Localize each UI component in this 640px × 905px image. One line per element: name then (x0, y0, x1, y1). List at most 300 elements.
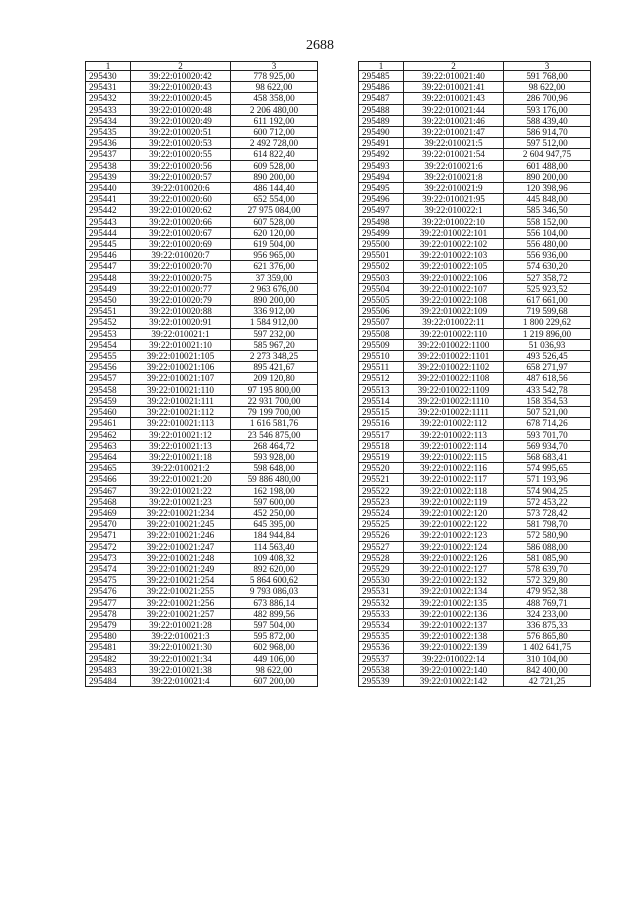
cadastral-value-cell: 581 085,90 (504, 552, 591, 563)
table-row (86, 619, 318, 630)
table-row (86, 575, 318, 586)
cadastral-value-cell: 268 464,72 (231, 440, 318, 451)
table-row (86, 474, 318, 485)
row-number-cell: 295459 (86, 395, 131, 406)
row-number-cell: 295518 (359, 440, 404, 451)
row-number-cell: 295530 (359, 575, 404, 586)
cadastral-number-cell: 39:22:010021:10 (131, 339, 231, 350)
cadastral-number-cell: 39:22:010022:103 (404, 250, 504, 261)
row-number-cell: 295511 (359, 362, 404, 373)
cadastral-number-cell: 39:22:010021:111 (131, 395, 231, 406)
page-number: 2688 (306, 38, 334, 53)
cadastral-number-cell: 39:22:010020:91 (131, 317, 231, 328)
cadastral-number-cell: 39:22:010020:51 (131, 127, 231, 138)
row-number-cell: 295449 (86, 283, 131, 294)
table-row (86, 597, 318, 608)
table-row (86, 283, 318, 294)
row-number-cell: 295528 (359, 552, 404, 563)
row-number-cell: 295531 (359, 586, 404, 597)
row-number-cell: 295523 (359, 496, 404, 507)
table-row (86, 71, 318, 82)
row-number-cell: 295472 (86, 541, 131, 552)
table-row (359, 608, 591, 619)
table-row (86, 317, 318, 328)
cadastral-value-cell: 97 195 800,00 (231, 384, 318, 395)
cadastral-value-cell: 597 512,00 (504, 138, 591, 149)
cadastral-number-cell: 39:22:010021:245 (131, 519, 231, 530)
cadastral-number-cell: 39:22:010020:88 (131, 306, 231, 317)
cadastral-number-cell: 39:22:010020:69 (131, 239, 231, 250)
row-number-cell: 295442 (86, 205, 131, 216)
cadastral-value-cell: 158 354,53 (504, 395, 591, 406)
cadastral-number-cell: 39:22:010021:40 (404, 71, 504, 82)
row-number-cell: 295436 (86, 138, 131, 149)
cadastral-number-cell: 39:22:010022:139 (404, 642, 504, 653)
cadastral-value-cell: 487 618,56 (504, 373, 591, 384)
row-number-cell: 295504 (359, 283, 404, 294)
cadastral-value-cell: 336 912,00 (231, 306, 318, 317)
cadastral-value-cell: 556 936,00 (504, 250, 591, 261)
row-number-cell: 295471 (86, 530, 131, 541)
table-row (359, 227, 591, 238)
table-row (359, 530, 591, 541)
table-header (359, 62, 591, 71)
table-row (359, 541, 591, 552)
cadastral-number-cell: 39:22:010021:2 (131, 463, 231, 474)
row-number-cell: 295483 (86, 664, 131, 675)
row-number-cell: 295475 (86, 575, 131, 586)
table-row (359, 283, 591, 294)
cadastral-value-cell: 569 934,70 (504, 440, 591, 451)
cadastral-value-cell: 525 923,52 (504, 283, 591, 294)
table-row (86, 485, 318, 496)
row-number-cell: 295507 (359, 317, 404, 328)
cadastral-number-cell: 39:22:010021:113 (131, 418, 231, 429)
cadastral-number-cell: 39:22:010020:60 (131, 194, 231, 205)
row-number-cell: 295461 (86, 418, 131, 429)
cadastral-value-cell: 890 200,00 (504, 171, 591, 182)
table-row (86, 295, 318, 306)
row-number-cell: 295500 (359, 239, 404, 250)
cadastral-number-cell: 39:22:010021:3 (131, 631, 231, 642)
row-number-cell: 295485 (359, 71, 404, 82)
row-number-cell: 295454 (86, 339, 131, 350)
row-number-cell: 295458 (86, 384, 131, 395)
cadastral-number-cell: 39:22:010021:18 (131, 451, 231, 462)
table-row (86, 115, 318, 126)
table-row (359, 664, 591, 675)
cadastral-number-cell: 39:22:010020:45 (131, 93, 231, 104)
row-number-cell: 295470 (86, 519, 131, 530)
cadastral-number-cell: 39:22:010021:256 (131, 597, 231, 608)
cadastral-value-cell: 556 104,00 (504, 227, 591, 238)
cadastral-number-cell: 39:22:010020:75 (131, 272, 231, 283)
table-row (359, 104, 591, 115)
cadastral-value-cell: 98 622,00 (504, 82, 591, 93)
cadastral-value-cell: 488 769,71 (504, 597, 591, 608)
cadastral-value-cell: 573 728,42 (504, 507, 591, 518)
row-number-cell: 295496 (359, 194, 404, 205)
cadastral-value-cell: 458 358,00 (231, 93, 318, 104)
cadastral-number-cell: 39:22:010020:7 (131, 250, 231, 261)
cadastral-number-cell: 39:22:010020:62 (131, 205, 231, 216)
table-row (359, 597, 591, 608)
cadastral-value-cell: 2 273 348,25 (231, 351, 318, 362)
cadastral-value-cell: 51 036,93 (504, 339, 591, 350)
table-row (359, 250, 591, 261)
table-row (359, 395, 591, 406)
cadastral-number-cell: 39:22:010022:120 (404, 507, 504, 518)
cadastral-value-cell: 678 714,26 (504, 418, 591, 429)
table-row (86, 328, 318, 339)
column-header-2: 2 (404, 62, 504, 71)
table-row (86, 519, 318, 530)
cadastral-number-cell: 39:22:010022:108 (404, 295, 504, 306)
cadastral-value-cell: 842 400,00 (504, 664, 591, 675)
table-row (86, 127, 318, 138)
row-number-cell: 295502 (359, 261, 404, 272)
row-number-cell: 295486 (359, 82, 404, 93)
table-row (86, 653, 318, 664)
cadastral-number-cell: 39:22:010022:113 (404, 429, 504, 440)
row-number-cell: 295515 (359, 407, 404, 418)
cadastral-value-cell: 611 192,00 (231, 115, 318, 126)
cadastral-value-cell: 452 250,00 (231, 507, 318, 518)
cadastral-value-cell: 2 963 676,00 (231, 283, 318, 294)
table-row (359, 306, 591, 317)
cadastral-value-cell: 1 584 912,00 (231, 317, 318, 328)
register-table-left (85, 61, 318, 687)
row-number-cell: 295508 (359, 328, 404, 339)
cadastral-value-cell: 598 648,00 (231, 463, 318, 474)
cadastral-number-cell: 39:22:010022:132 (404, 575, 504, 586)
cadastral-number-cell: 39:22:010021:20 (131, 474, 231, 485)
cadastral-number-cell: 39:22:010022:118 (404, 485, 504, 496)
row-number-cell: 295467 (86, 485, 131, 496)
table-row (359, 295, 591, 306)
row-number-cell: 295497 (359, 205, 404, 216)
cadastral-value-cell: 586 914,70 (504, 127, 591, 138)
row-number-cell: 295430 (86, 71, 131, 82)
row-number-cell: 295446 (86, 250, 131, 261)
table-row (359, 519, 591, 530)
table-row (86, 149, 318, 160)
cadastral-number-cell: 39:22:010022:136 (404, 608, 504, 619)
cadastral-number-cell: 39:22:010020:53 (131, 138, 231, 149)
table-row (86, 194, 318, 205)
column-header-3: 3 (504, 62, 591, 71)
row-number-cell: 295484 (86, 675, 131, 686)
row-number-cell: 295513 (359, 384, 404, 395)
table-header (86, 62, 318, 71)
cadastral-value-cell: 324 233,00 (504, 608, 591, 619)
row-number-cell: 295524 (359, 507, 404, 518)
table-row (86, 171, 318, 182)
cadastral-value-cell: 607 528,00 (231, 216, 318, 227)
table-row (359, 485, 591, 496)
cadastral-number-cell: 39:22:010020:67 (131, 227, 231, 238)
cadastral-number-cell: 39:22:010022:140 (404, 664, 504, 675)
table-row (359, 328, 591, 339)
row-number-cell: 295537 (359, 653, 404, 664)
cadastral-value-cell: 673 886,14 (231, 597, 318, 608)
cadastral-number-cell: 39:22:010021:46 (404, 115, 504, 126)
cadastral-number-cell: 39:22:010021:249 (131, 563, 231, 574)
cadastral-number-cell: 39:22:010022:107 (404, 283, 504, 294)
cadastral-number-cell: 39:22:010020:6 (131, 183, 231, 194)
table-row (86, 407, 318, 418)
table-row (86, 261, 318, 272)
cadastral-value-cell: 593 176,00 (504, 104, 591, 115)
cadastral-value-cell: 572 580,90 (504, 530, 591, 541)
table-row (86, 608, 318, 619)
cadastral-value-cell: 1 219 896,00 (504, 328, 591, 339)
row-number-cell: 295462 (86, 429, 131, 440)
cadastral-number-cell: 39:22:010021:23 (131, 496, 231, 507)
row-number-cell: 295519 (359, 451, 404, 462)
table-row (86, 93, 318, 104)
row-number-cell: 295535 (359, 631, 404, 642)
row-number-cell: 295529 (359, 563, 404, 574)
table-row (86, 642, 318, 653)
cadastral-value-cell: 209 120,80 (231, 373, 318, 384)
cadastral-number-cell: 39:22:010020:43 (131, 82, 231, 93)
row-number-cell: 295456 (86, 362, 131, 373)
row-number-cell: 295482 (86, 653, 131, 664)
row-number-cell: 295534 (359, 619, 404, 630)
cadastral-number-cell: 39:22:010022:122 (404, 519, 504, 530)
row-number-cell: 295538 (359, 664, 404, 675)
cadastral-number-cell: 39:22:010022:1 (404, 205, 504, 216)
cadastral-value-cell: 658 271,97 (504, 362, 591, 373)
cadastral-value-cell: 479 952,38 (504, 586, 591, 597)
table-row (359, 407, 591, 418)
cadastral-number-cell: 39:22:010022:10 (404, 216, 504, 227)
cadastral-number-cell: 39:22:010022:119 (404, 496, 504, 507)
cadastral-value-cell: 652 554,00 (231, 194, 318, 205)
cadastral-number-cell: 39:22:010022:102 (404, 239, 504, 250)
cadastral-value-cell: 593 928,00 (231, 451, 318, 462)
table-row (86, 216, 318, 227)
table-row (359, 93, 591, 104)
cadastral-number-cell: 39:22:010020:77 (131, 283, 231, 294)
row-number-cell: 295520 (359, 463, 404, 474)
row-number-cell: 295512 (359, 373, 404, 384)
cadastral-value-cell: 2 604 947,75 (504, 149, 591, 160)
row-number-cell: 295447 (86, 261, 131, 272)
row-number-cell: 295473 (86, 552, 131, 563)
cadastral-value-cell: 493 526,45 (504, 351, 591, 362)
table-row (86, 664, 318, 675)
cadastral-number-cell: 39:22:010022:101 (404, 227, 504, 238)
table-row (359, 563, 591, 574)
row-number-cell: 295463 (86, 440, 131, 451)
table-row (359, 171, 591, 182)
cadastral-value-cell: 607 200,00 (231, 675, 318, 686)
table-row (359, 149, 591, 160)
row-number-cell: 295474 (86, 563, 131, 574)
cadastral-number-cell: 39:22:010021:255 (131, 586, 231, 597)
row-number-cell: 295434 (86, 115, 131, 126)
table-row (86, 586, 318, 597)
row-number-cell: 295469 (86, 507, 131, 518)
cadastral-number-cell: 39:22:010022:137 (404, 619, 504, 630)
cadastral-number-cell: 39:22:010021:8 (404, 171, 504, 182)
cadastral-value-cell: 591 768,00 (504, 71, 591, 82)
table-row (359, 183, 591, 194)
cadastral-value-cell: 1 402 641,75 (504, 642, 591, 653)
cadastral-number-cell: 39:22:010022:1102 (404, 362, 504, 373)
table-row (86, 82, 318, 93)
row-number-cell: 295487 (359, 93, 404, 104)
cadastral-value-cell: 5 864 600,62 (231, 575, 318, 586)
cadastral-value-cell: 578 639,70 (504, 563, 591, 574)
cadastral-value-cell: 449 106,00 (231, 653, 318, 664)
cadastral-value-cell: 602 968,00 (231, 642, 318, 653)
cadastral-number-cell: 39:22:010022:106 (404, 272, 504, 283)
table-row (86, 631, 318, 642)
row-number-cell: 295433 (86, 104, 131, 115)
table-row (359, 317, 591, 328)
cadastral-number-cell: 39:22:010022:117 (404, 474, 504, 485)
row-number-cell: 295453 (86, 328, 131, 339)
row-number-cell: 295431 (86, 82, 131, 93)
table-row (359, 451, 591, 462)
table-row (86, 205, 318, 216)
cadastral-number-cell: 39:22:010022:134 (404, 586, 504, 597)
table-row (86, 563, 318, 574)
row-number-cell: 295488 (359, 104, 404, 115)
cadastral-value-cell: 120 398,96 (504, 183, 591, 194)
cadastral-number-cell: 39:22:010022:1108 (404, 373, 504, 384)
cadastral-value-cell: 184 944,84 (231, 530, 318, 541)
row-number-cell: 295492 (359, 149, 404, 160)
table-row (359, 239, 591, 250)
cadastral-value-cell: 433 542,78 (504, 384, 591, 395)
row-number-cell: 295536 (359, 642, 404, 653)
column-header-1: 1 (86, 62, 131, 71)
table-row (86, 507, 318, 518)
cadastral-number-cell: 39:22:010021:6 (404, 160, 504, 171)
table-row (359, 586, 591, 597)
table-row (359, 373, 591, 384)
table-row (359, 463, 591, 474)
row-number-cell: 295495 (359, 183, 404, 194)
cadastral-number-cell: 39:22:010021:9 (404, 183, 504, 194)
cadastral-number-cell: 39:22:010022:110 (404, 328, 504, 339)
cadastral-number-cell: 39:22:010021:246 (131, 530, 231, 541)
cadastral-number-cell: 39:22:010021:234 (131, 507, 231, 518)
table-row (86, 138, 318, 149)
cadastral-number-cell: 39:22:010021:44 (404, 104, 504, 115)
register-table-right (358, 61, 591, 687)
row-number-cell: 295510 (359, 351, 404, 362)
cadastral-number-cell: 39:22:010022:105 (404, 261, 504, 272)
cadastral-value-cell: 42 721,25 (504, 675, 591, 686)
cadastral-value-cell: 593 701,70 (504, 429, 591, 440)
cadastral-number-cell: 39:22:010021:95 (404, 194, 504, 205)
cadastral-value-cell: 572 329,80 (504, 575, 591, 586)
cadastral-value-cell: 614 822,40 (231, 149, 318, 160)
cadastral-value-cell: 621 376,00 (231, 261, 318, 272)
cadastral-number-cell: 39:22:010021:110 (131, 384, 231, 395)
row-number-cell: 295457 (86, 373, 131, 384)
table-row (359, 675, 591, 686)
cadastral-value-cell: 576 865,80 (504, 631, 591, 642)
row-number-cell: 295533 (359, 608, 404, 619)
cadastral-value-cell: 574 904,25 (504, 485, 591, 496)
cadastral-number-cell: 39:22:010022:1101 (404, 351, 504, 362)
cadastral-value-cell: 1 800 229,62 (504, 317, 591, 328)
row-number-cell: 295499 (359, 227, 404, 238)
cadastral-value-cell: 574 995,65 (504, 463, 591, 474)
cadastral-number-cell: 39:22:010022:116 (404, 463, 504, 474)
table-row (86, 362, 318, 373)
cadastral-value-cell: 581 798,70 (504, 519, 591, 530)
cadastral-number-cell: 39:22:010021:41 (404, 82, 504, 93)
cadastral-number-cell: 39:22:010020:57 (131, 171, 231, 182)
cadastral-number-cell: 39:22:010021:105 (131, 351, 231, 362)
table-row (86, 675, 318, 686)
cadastral-value-cell: 645 395,00 (231, 519, 318, 530)
cadastral-number-cell: 39:22:010022:123 (404, 530, 504, 541)
table-row (359, 261, 591, 272)
row-number-cell: 295479 (86, 619, 131, 630)
cadastral-value-cell: 890 200,00 (231, 295, 318, 306)
cadastral-value-cell: 585 346,50 (504, 205, 591, 216)
row-number-cell: 295443 (86, 216, 131, 227)
table-row (86, 272, 318, 283)
row-number-cell: 295450 (86, 295, 131, 306)
table-row (86, 429, 318, 440)
cadastral-number-cell: 39:22:010022:114 (404, 440, 504, 451)
cadastral-value-cell: 956 965,00 (231, 250, 318, 261)
cadastral-value-cell: 98 622,00 (231, 82, 318, 93)
table-row (359, 160, 591, 171)
table-row (359, 71, 591, 82)
cadastral-value-cell: 2 492 728,00 (231, 138, 318, 149)
table-row (86, 541, 318, 552)
cadastral-number-cell: 39:22:010021:34 (131, 653, 231, 664)
cadastral-value-cell: 574 630,20 (504, 261, 591, 272)
cadastral-value-cell: 719 599,68 (504, 306, 591, 317)
cadastral-number-cell: 39:22:010022:1109 (404, 384, 504, 395)
table-row (359, 362, 591, 373)
table-row (359, 429, 591, 440)
row-number-cell: 295506 (359, 306, 404, 317)
cadastral-number-cell: 39:22:010022:1111 (404, 407, 504, 418)
cadastral-value-cell: 486 144,40 (231, 183, 318, 194)
cadastral-value-cell: 507 521,00 (504, 407, 591, 418)
cadastral-value-cell: 482 899,56 (231, 608, 318, 619)
row-number-cell: 295445 (86, 239, 131, 250)
cadastral-value-cell: 568 683,41 (504, 451, 591, 462)
cadastral-number-cell: 39:22:010021:257 (131, 608, 231, 619)
cadastral-value-cell: 37 359,00 (231, 272, 318, 283)
row-number-cell: 295451 (86, 306, 131, 317)
table-row (86, 227, 318, 238)
table-row (86, 530, 318, 541)
cadastral-number-cell: 39:22:010021:107 (131, 373, 231, 384)
table-row (359, 496, 591, 507)
row-number-cell: 295509 (359, 339, 404, 350)
cadastral-number-cell: 39:22:010021:47 (404, 127, 504, 138)
cadastral-number-cell: 39:22:010021:248 (131, 552, 231, 563)
table-row (359, 194, 591, 205)
row-number-cell: 295494 (359, 171, 404, 182)
table-row (359, 575, 591, 586)
row-number-cell: 295527 (359, 541, 404, 552)
